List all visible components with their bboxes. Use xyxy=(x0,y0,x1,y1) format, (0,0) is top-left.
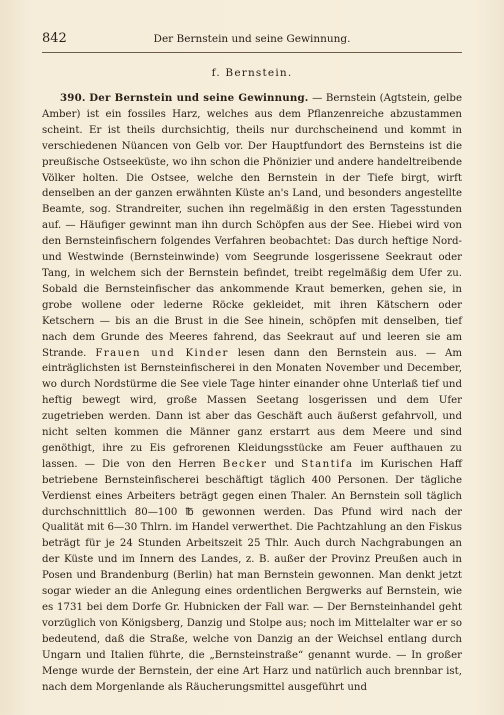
spaced-name-becker: Becker xyxy=(222,458,268,470)
paragraph-number: 390. xyxy=(60,92,86,104)
running-title: Der Bernstein und seine Gewinnung. xyxy=(153,33,351,45)
paragraph-390 xyxy=(42,91,462,695)
paragraph-text-2: lesen dann den Bernstein aus. — Am einträglichsten ist Bernsteinfischerei in den Monaten November und December, wo durch Nordstürme die See viele Tage hinter einander ohne Unterlaß tief und heftig bewegt wird, große Massen Seetang losgerissen und dem Ufer zugetrieben werden. Dann ist aber das Geschäft auch äußerst gefahrvoll, und nicht selten kommen die Männer ganz erstarrt aus dem Meere und sind genöthigt, ihre zu Eis gefrorenen Kleidungsstücke am Feuer aufthauen zu lassen. — Die von den Herren xyxy=(42,347,463,470)
paragraph-text-4: im Kurischen Haff betriebene Bernsteinfischerei beschäftigt täglich 400 Personen. Der tägliche Verdienst eines Arbeiters beträgt gegen einen Thaler. An Bernstein soll täglich durchschnittlich 80—100 ℔ gewonnen werden. Das Pfund wird nach der Qualität mit 6—30 Thlrn. im Handel verwerthet. Die Pachtzahlung an den Fiskus beträgt für je 24 Stunden Arbeitszeit 25 Thlr. Auch durch Nachgrabungen an der Küste und im Innern des Landes, z. B. außer der Provinz Preußen auch in Posen und Brandenburg (Berlin) hat man Bernstein gewonnen. Man denkt jetzt sogar wieder an die Anlegung eines ordentlichen Bergwerks auf Bernstein, wie es 1731 bei dem Dorfe Gr. Hubnicken der Fall war. — Der Bernsteinhandel geht vorzüglich von Königsberg, Danzig und Stolpe aus; noch im Mittelalter war er so bedeutend, daß die Straße, welche von Danzig an der Weichsel entlang durch Ungarn und Italien führte, die „Bernsteinstraße“ genannt wurde. — In großer Menge wurde der Bernstein, der eine Art Harz und natürlich auch brennbar ist, nach dem Morgenlande als Räucherungsmittel ausgeführt und xyxy=(42,458,462,693)
body-text xyxy=(42,91,462,695)
paragraph-text-3: und xyxy=(267,458,302,470)
paragraph-text-1: — Bernstein (Agtstein, gelbe Amber) ist ein fossiles Harz, welches aus dem Pflanzenreiche abzustammen scheint. Er ist theils durchsichtig, theils nur durchscheinend und kommt in verschiedenen Nüancen von Gelb vor. Der Hauptfundort des Bernsteins ist die preußische Ostseeküste, wo ihn schon die Phönizier und andere handeltreibende Völker holten. Die Ostsee, welche den Bernstein in der Tiefe birgt, wirft denselben an der ganzen erwähnten Küste an's Land, und besonders angestellte Beamte, sog. Strandreiter, suchen ihn regelmäßig in den ersten Tagesstunden auf. — Häufiger gewinnt man ihn durch Schöpfen aus der See. Hiebei wird von den Bernsteinfischern folgendes Verfahren beobachtet: Das durch heftige Nord- und Westwinde (Bernsteinwinde) vom Seegrunde losgerissene Seekraut oder Tang, in welchem sich der Bernstein befindet, treibt regelmäßig dem Ufer zu. Sobald die Bernsteinfischer das ankommende Kraut bemerken, gehen sie, in grobe wollene oder lederne Röcke gekleidet, mit ihren Kätschern oder Ketschern — bis an die Brust in die See hinein, schöpfen mit denselben, tief nach dem Grunde des Meeres fahrend, das Seekraut auf und leeren sie am Strande. xyxy=(42,93,462,359)
page-header xyxy=(42,32,462,53)
paragraph-heading: Der Bernstein und seine Gewinnung. xyxy=(89,92,309,104)
section-title: f. Bernstein. xyxy=(211,67,293,79)
page-number: 842 xyxy=(42,31,67,46)
spaced-name-stantifa: Stantifa xyxy=(301,458,354,470)
spaced-text-women-children: Frauen und Kinder xyxy=(95,347,229,359)
